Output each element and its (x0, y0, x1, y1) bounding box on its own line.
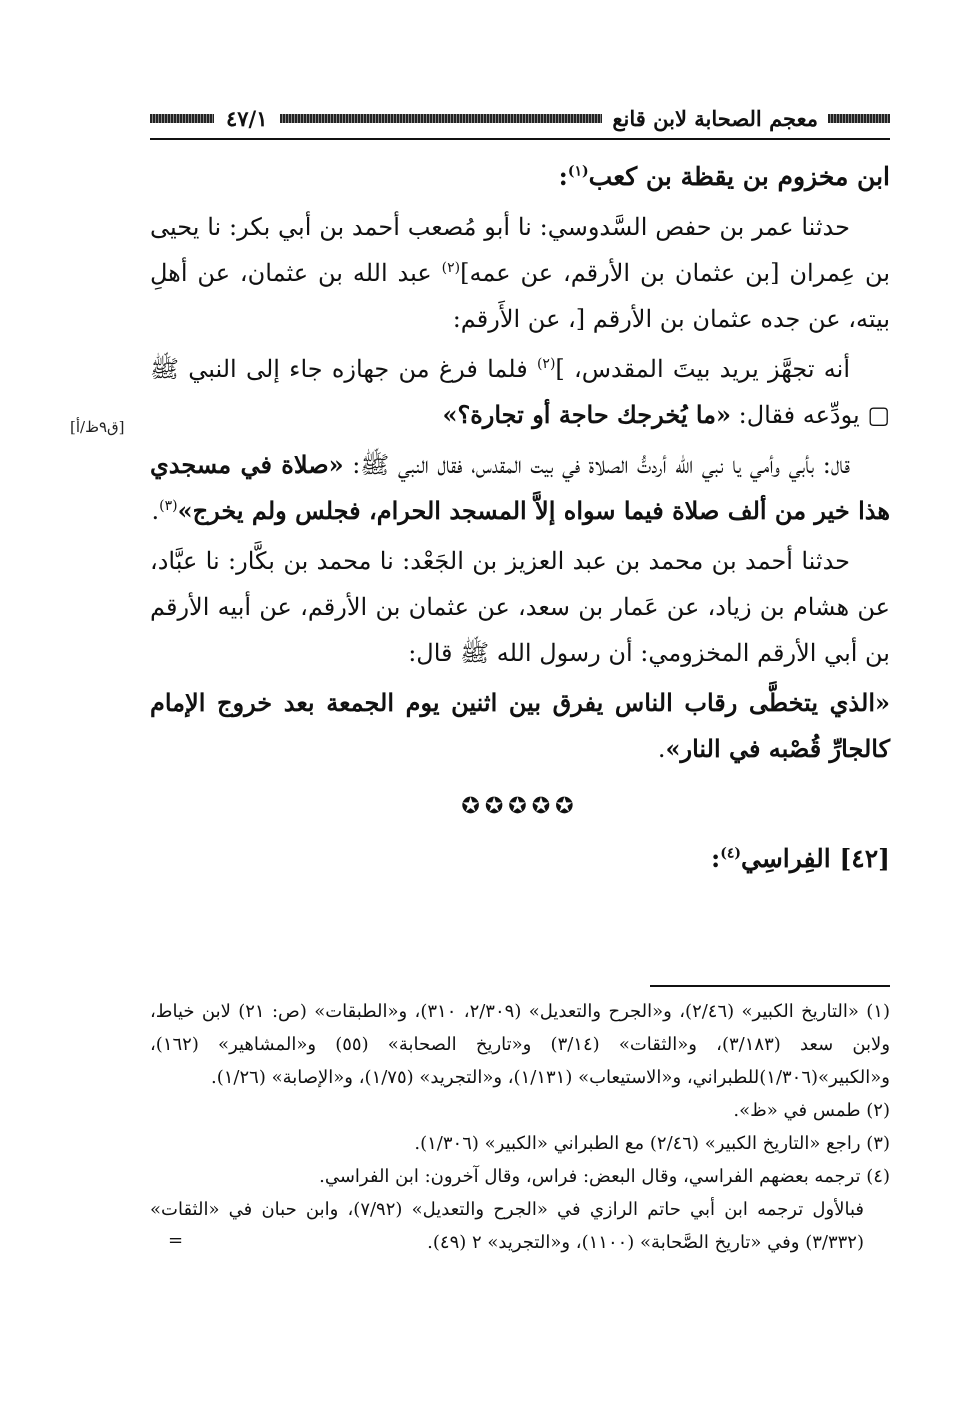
section-divider-stars: ✪✪✪✪✪ (461, 794, 579, 819)
page-number: ٤٧/١ (226, 105, 268, 131)
footnote-1: (١) «التاريخ الكبير» (٢/٤٦)، و«الجرح والتعديل» (٢/٣٠٩، ٣١٠)، و«الطبقات» (ص: ٢١) لابن خياط، ولابن سعد (٣/١٨٣)، و«الثقات» (٣/١٤) و«تاريخ الصحابة» (٥٥) و«المشاهير» (١٦٢)، و«الكبير»(١/٣٠٦)للطبراني، و«الاستيعاب» (١/١٣١)، و«التجريد» (١/٧٥)، و«الإصابة» (١/٢٦). (150, 1001, 891, 1088)
entry-heading (150, 836, 890, 882)
matn-end: . (151, 497, 160, 525)
matn-text: قال: بأبي وأمي يا نبي الله أردتُّ الصلاة في بيت المقدس، فقال النبي ﷺ: (343, 451, 850, 479)
header-ornament-middle (280, 114, 603, 123)
entry-heading-colon: : (711, 844, 721, 873)
matn-text: أنه تجهَّز يريد بيتَ المقدس، ] (555, 355, 850, 383)
entry-heading-text: [٤٢] الفِراسِي (741, 844, 890, 873)
footnote-marker: (٢) (441, 260, 461, 276)
isnad-paragraph-2 (150, 538, 890, 676)
book-title: معجم الصحابة لابن قانع (612, 105, 818, 131)
footnotes (150, 995, 890, 1259)
isnad-text: حدثنا عمر بن حفص السَّدوسي: نا أبو مُصعب أحمد بن أبي بكر: نا يحيى بن عِمران [بن عثمان بن الأرقم، عن عمه] (150, 213, 890, 287)
entry-heading-colon: : (558, 162, 568, 191)
hadith-quote: «ما يُخرجك حاجة أو تجارة؟» (442, 400, 732, 429)
isnad-text: حدثنا أحمد بن محمد بن عبد العزيز بن الجَعْد: نا محمد بن بكَّار: نا عبَّاد، عن هشام بن زياد، عن عَمار بن سعد، عن عثمان بن الأرقم، عن أبيه الأرقم بن أبي الأرقم المخزومي: أن رسول الله ﷺ قال: (150, 547, 890, 667)
footnote-4-continuation: فبالأول ترجمه ابن أبي حاتم الرازي في «الجرح والتعديل» (٧/٩٢)، وابن حبان في «الثقات» (٣/٣٣٢) وفي «تاريخ الصَّحابة» (١١٠٠)، و«التجريد» ٢ (٤٩). (150, 1199, 864, 1253)
matn-text-cont: فلما فرغ من جهازه جاء إلى النبي ﷺ ▢ يودِّعه فقال: (150, 355, 890, 429)
matn-paragraph-1 (150, 346, 890, 438)
footnote-marker: (٤) (720, 845, 742, 862)
footnote-rule (650, 985, 890, 987)
hadith-quote: «صلاة في مسجدي هذا خير من ألف صلاة فيما سواه إلاَّ المسجد الحرام، فجلس ولم يخرج» (150, 450, 890, 525)
matn-end: . (657, 735, 666, 763)
footnote-3: (٣) راجع «التاريخ الكبير» (٢/٤٦) مع الطبراني «الكبير» (١/٣٠٦). (414, 1133, 890, 1154)
footnote-marker: (١) (567, 163, 589, 180)
header-ornament-right (828, 114, 890, 123)
footnote-marker: (٢) (536, 356, 556, 372)
margin-manuscript-reference: [ق٩ظ/أ] (70, 418, 125, 436)
footnote-2: (٢) طمس في «ظ». (733, 1100, 890, 1121)
isnad-paragraph-1 (150, 204, 890, 342)
footnote-marker: (٣) (159, 498, 178, 514)
header-ornament-left (150, 114, 214, 123)
footnote-4: (٤) ترجمه بعضهم الفراسي، وقال البعض: فراس، وقال آخرون: ابن الفراسي. (319, 1166, 890, 1187)
entry-heading (150, 154, 890, 200)
main-text (150, 148, 890, 886)
matn-paragraph-3 (150, 680, 890, 772)
hadith-quote: «الذي يتخطَّى رقاب الناس يفرق بين اثنين يوم الجمعة بعد خروج الإمام كالجارِّ قُصْبه في النار» (150, 688, 890, 763)
entry-heading-text: ابن مخزوم بن يقظة بن كعب (588, 162, 890, 191)
matn-paragraph-2 (150, 442, 890, 534)
isnad-text-tail: عبد الله بن عثمان، عن أهلِ بيته، عن جده عثمان بن الأرقم [، عن الأَرقم: (150, 259, 890, 333)
header-rule (150, 138, 890, 140)
running-header (150, 100, 890, 136)
footnote-continues-mark: = (168, 1230, 184, 1251)
